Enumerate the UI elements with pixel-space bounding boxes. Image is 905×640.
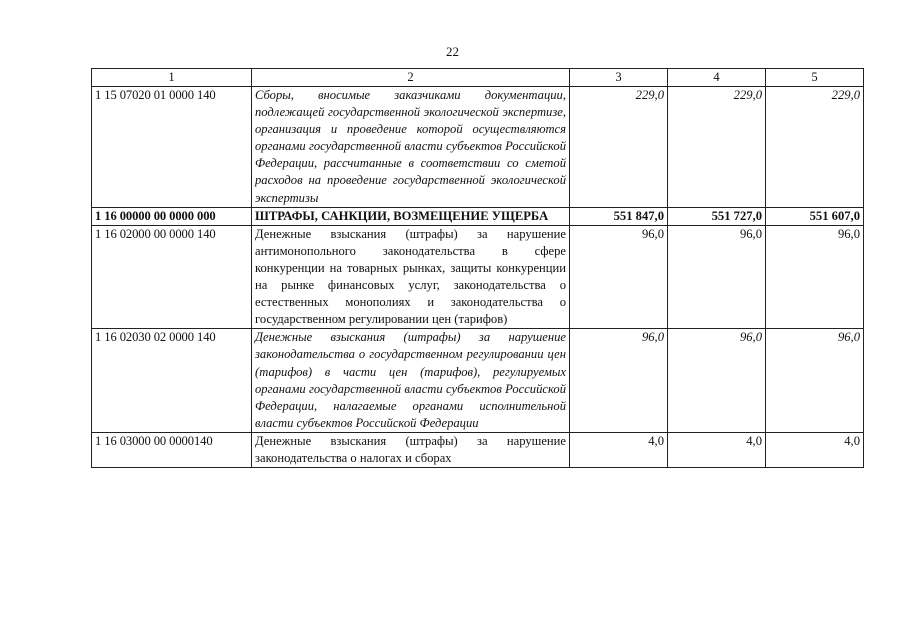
table-row	[92, 329, 864, 433]
row-description: Денежные взыскания (штрафы) за нарушение антимонопольного законодательства в сфере конкуренции на товарных рынках, защиты конкуренции на рынке финансовых услуг, законодательства о естественных монополиях и законодательства о государственном регулировании цен (тарифов)	[252, 225, 570, 329]
column-header-code: 1	[92, 69, 252, 87]
row-value-2: 4,0	[668, 432, 766, 467]
table-row	[92, 432, 864, 467]
page-number: 22	[446, 44, 459, 59]
row-value-2: 96,0	[668, 225, 766, 329]
row-value-3: 229,0	[766, 87, 864, 208]
column-header-value-1: 3	[570, 69, 668, 87]
column-header-value-2: 4	[668, 69, 766, 87]
row-value-2: 229,0	[668, 87, 766, 208]
row-value-1: 96,0	[570, 225, 668, 329]
row-value-3: 96,0	[766, 225, 864, 329]
row-value-2: 96,0	[668, 329, 766, 433]
row-code: 1 16 02000 00 0000 140	[92, 225, 252, 329]
table-header-row	[92, 69, 864, 87]
table-row	[92, 225, 864, 329]
row-description: Сборы, вносимые заказчиками документации, подлежащей государственной экологической экспертизе, организация и проведение которой осуществляются органами государственной власти субъектов Российской Федерации, рассчитанные в соответствии со сметой расходов на проведение государственной экологической экспертизы	[252, 87, 570, 208]
budget-table	[91, 68, 864, 468]
row-code: 1 16 03000 00 0000140	[92, 432, 252, 467]
row-code: 1 16 00000 00 0000 000	[92, 207, 252, 225]
row-value-1: 229,0	[570, 87, 668, 208]
row-description: Денежные взыскания (штрафы) за нарушение законодательства о государственном регулировании цен (тарифов) в части цен (тарифов), регулируемых органами государственной власти субъектов Российской Федерации, налагаемые органами исполнительной власти субъектов Российской Федерации	[252, 329, 570, 433]
row-code: 1 16 02030 02 0000 140	[92, 329, 252, 433]
row-value-3: 551 607,0	[766, 207, 864, 225]
row-value-1: 96,0	[570, 329, 668, 433]
column-header-value-3: 5	[766, 69, 864, 87]
row-value-1: 4,0	[570, 432, 668, 467]
row-code: 1 15 07020 01 0000 140	[92, 87, 252, 208]
table-row	[92, 207, 864, 225]
row-value-3: 96,0	[766, 329, 864, 433]
table-row	[92, 87, 864, 208]
row-value-2: 551 727,0	[668, 207, 766, 225]
row-description: ШТРАФЫ, САНКЦИИ, ВОЗМЕЩЕНИЕ УЩЕРБА	[252, 207, 570, 225]
row-value-1: 551 847,0	[570, 207, 668, 225]
row-value-3: 4,0	[766, 432, 864, 467]
row-description: Денежные взыскания (штрафы) за нарушение законодательства о налогах и сборах	[252, 432, 570, 467]
column-header-name: 2	[252, 69, 570, 87]
